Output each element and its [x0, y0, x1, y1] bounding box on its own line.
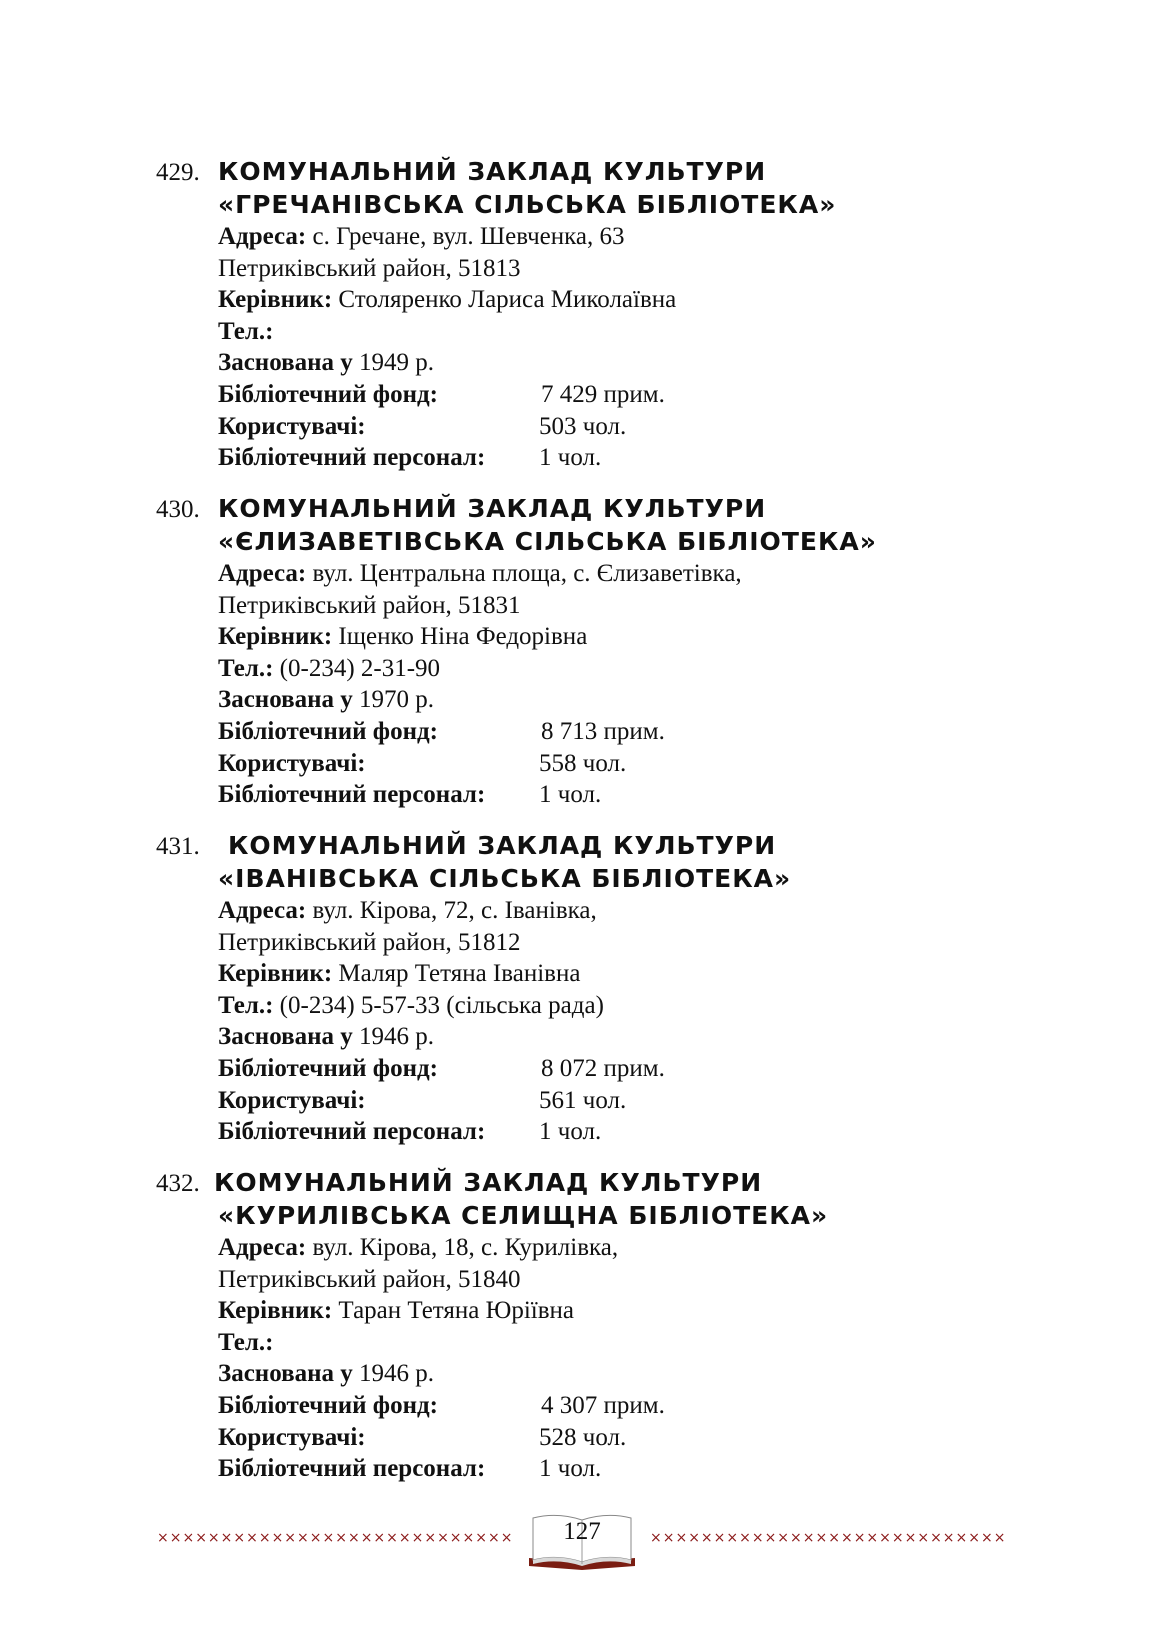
entry-number: 430. — [156, 496, 200, 523]
users-value: 503 чол. — [539, 412, 627, 440]
entry-431 — [156, 829, 1056, 1148]
fund-label: Бібліотечний фонд: — [218, 1054, 438, 1082]
staff-label: Бібліотечний персонал: — [218, 444, 486, 472]
founded-line — [156, 1021, 1056, 1053]
address-value: с. Гречане, вул. Шевченка, 63 — [306, 223, 625, 250]
address-line — [156, 221, 1056, 253]
staff-line — [156, 779, 1056, 811]
fund-value: 7 429 прим. — [541, 380, 665, 408]
page-footer — [0, 1512, 1164, 1572]
users-line — [156, 1085, 1056, 1117]
head-line — [156, 958, 1056, 990]
users-line — [156, 748, 1056, 780]
phone-label: Тел.: — [218, 317, 274, 345]
fund-line — [156, 379, 1056, 411]
head-line — [156, 1295, 1056, 1327]
entry-title-line1: 431. КОМУНАЛЬНИЙ ЗАКЛАД КУЛЬТУРИ — [156, 829, 1056, 862]
users-line — [156, 411, 1056, 443]
entry-432 — [156, 1166, 1056, 1485]
phone-value: (0-234) 5-57-33 (сільська рада) — [273, 991, 604, 1019]
staff-label: Бібліотечний персонал: — [218, 1455, 486, 1483]
staff-line — [156, 1453, 1056, 1485]
staff-label: Бібліотечний персонал: — [218, 781, 486, 809]
founded-value: 1970 р. — [352, 686, 434, 714]
ornament-left: ×××××××××××××××××××××××××××× — [157, 1530, 514, 1546]
phone-line — [156, 316, 1056, 348]
address-line — [156, 1232, 1056, 1264]
head-label: Керівник: — [218, 623, 333, 651]
phone-label: Тел.: — [218, 1328, 274, 1356]
address-label: Адреса: — [218, 897, 307, 924]
head-line — [156, 284, 1056, 316]
entry-title-line1: 430. КОМУНАЛЬНИЙ ЗАКЛАД КУЛЬТУРИ — [156, 492, 1056, 525]
entry-title-line2: «КУРИЛІВСЬКА СЕЛИЩНА БІБЛІОТЕКА» — [218, 1201, 829, 1230]
fund-label: Бібліотечний фонд: — [218, 380, 438, 408]
address-line-2: Петриківський район, 51812 — [218, 928, 521, 956]
entry-title-line2: «ЄЛИЗАВЕТІВСЬКА СІЛЬСЬКА БІБЛІОТЕКА» — [218, 527, 877, 556]
users-value: 561 чол. — [539, 1086, 627, 1114]
entry-title-line1: 429. КОМУНАЛЬНИЙ ЗАКЛАД КУЛЬТУРИ — [156, 155, 1056, 188]
head-label: Керівник: — [218, 286, 333, 314]
entry-title-line1: 432. КОМУНАЛЬНИЙ ЗАКЛАД КУЛЬТУРИ — [156, 1166, 1056, 1199]
founded-label: Заснована у — [218, 1360, 353, 1388]
staff-value: 1 чол. — [539, 1455, 602, 1483]
founded-line — [156, 684, 1056, 716]
address-line-2: Петриківський район, 51813 — [218, 254, 521, 282]
head-label: Керівник: — [218, 960, 333, 988]
staff-line — [156, 1116, 1056, 1148]
founded-label: Заснована у — [218, 1023, 353, 1051]
users-label: Користувачі: — [218, 749, 366, 777]
address-line-2: Петриківський район, 51831 — [218, 591, 521, 619]
founded-line — [156, 347, 1056, 379]
entry-number: 432. — [156, 1170, 200, 1197]
founded-line — [156, 1358, 1056, 1390]
users-value: 558 чол. — [539, 749, 627, 777]
head-label: Керівник: — [218, 1297, 333, 1325]
phone-label: Тел.: — [218, 991, 274, 1019]
phone-value: (0-234) 2-31-90 — [273, 654, 441, 682]
page-number: 127 — [563, 1518, 601, 1545]
entry-title-line2: «ІВАНІВСЬКА СІЛЬСЬКА БІБЛІОТЕКА» — [218, 864, 792, 893]
address-value: вул. Центральна площа, с. Єлизаветівка, — [306, 560, 742, 587]
users-value: 528 чол. — [539, 1423, 627, 1451]
head-value: Іщенко Ніна Федорівна — [332, 623, 588, 651]
entry-title-line2: «ГРЕЧАНІВСЬКА СІЛЬСЬКА БІБЛІОТЕКА» — [218, 190, 837, 219]
founded-value: 1946 р. — [352, 1023, 434, 1051]
head-value: Столяренко Лариса Миколаївна — [332, 286, 677, 314]
founded-value: 1946 р. — [352, 1360, 434, 1388]
head-value: Таран Тетяна Юріївна — [332, 1297, 574, 1325]
address-label: Адреса: — [218, 223, 307, 250]
address-line-2: Петриківський район, 51840 — [218, 1265, 521, 1293]
entry-number: 429. — [156, 159, 200, 186]
fund-line — [156, 1053, 1056, 1085]
founded-label: Заснована у — [218, 686, 353, 714]
head-value: Маляр Тетяна Іванівна — [332, 960, 581, 988]
entry-430 — [156, 492, 1056, 811]
fund-line — [156, 716, 1056, 748]
address-value: вул. Кірова, 72, с. Іванівка, — [306, 897, 597, 924]
entry-429 — [156, 155, 1056, 474]
users-label: Користувачі: — [218, 1423, 366, 1451]
staff-value: 1 чол. — [539, 781, 602, 809]
staff-line — [156, 442, 1056, 474]
founded-label: Заснована у — [218, 349, 353, 377]
staff-label: Бібліотечний персонал: — [218, 1118, 486, 1146]
users-label: Користувачі: — [218, 412, 366, 440]
entry-number: 431. — [156, 833, 200, 860]
address-label: Адреса: — [218, 560, 307, 587]
fund-line — [156, 1390, 1056, 1422]
fund-value: 8 713 прим. — [541, 717, 665, 745]
fund-label: Бібліотечний фонд: — [218, 717, 438, 745]
staff-value: 1 чол. — [539, 1118, 602, 1146]
head-line — [156, 621, 1056, 653]
address-value: вул. Кірова, 18, с. Курилівка, — [306, 1234, 619, 1261]
address-label: Адреса: — [218, 1234, 307, 1261]
users-label: Користувачі: — [218, 1086, 366, 1114]
users-line — [156, 1422, 1056, 1454]
ornament-right: ×××××××××××××××××××××××××××× — [650, 1530, 1007, 1546]
fund-value: 4 307 прим. — [541, 1391, 665, 1419]
phone-line — [156, 653, 1056, 685]
open-book-icon — [525, 1512, 639, 1572]
founded-value: 1949 р. — [352, 349, 434, 377]
fund-label: Бібліотечний фонд: — [218, 1391, 438, 1419]
fund-value: 8 072 прим. — [541, 1054, 665, 1082]
phone-label: Тел.: — [218, 654, 274, 682]
staff-value: 1 чол. — [539, 444, 602, 472]
address-line — [156, 558, 1056, 590]
address-line — [156, 895, 1056, 927]
phone-line — [156, 1327, 1056, 1359]
phone-line — [156, 990, 1056, 1022]
